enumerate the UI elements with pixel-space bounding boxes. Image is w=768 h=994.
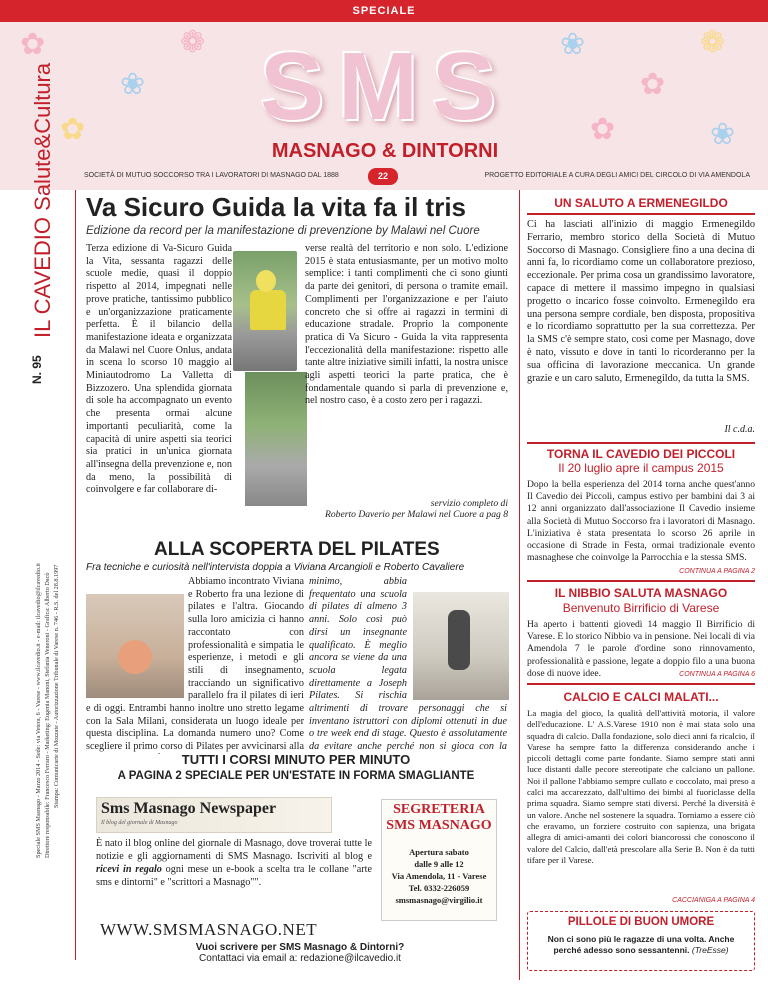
article-column: verse realtà del territorio e non solo. L'edizione 2015 è stata entusiasmante, per un motivo molto semplice: i tanti complimenti che ci sono giunti da parte dei genitori, di persona o tramite email. Complimenti per l'organizzazione e per l'aiuto concreto che si offre ai ragazzi in termini di educazione stradale. Proprio la componente pratica di Va Sicuro - Guida la vita rappresenta l'eccezionalità della manifestazione: rispetto alle tante altre iniziative simili infatti, la nostra unisce agli aspetti teorici la parte pratica, che è fondamentale quando si parla di prevenzione e, nel nostro caso, è a costo zero per i ragazzi. — [305, 243, 508, 407]
segreteria-phone: Tel. 0332-226059 — [408, 883, 470, 893]
float-spacer — [407, 576, 507, 700]
flower-icon: ❀ — [710, 118, 736, 151]
section-rule — [527, 580, 755, 582]
article-column: Terza edizione di Va-Sicuro Guida la Vita, sessanta ragazzi delle scuole medie, quasi il doppio rispetto al 2014, impegnati nelle prove pratiche, tantissimo pubblico e un'organizzazione praticamente perfetta. È il bilancio della manifestazione ideata e organizzata da Malawi nel Cuore Onlus, andata in scena lo scorso 10 maggio al Miniautodromo La Valletta di Bizzozero. Una splendida giornata di sole ha accompagnato un evento che presenta ormai alcune importanti peculiarità, come la capacità di unire aspetti sia teorici sia pratici in un'unica giornata all'insegna della prevenzione e, non da meno, la possibilità di coinvolgere e far collaborare di- — [86, 243, 232, 496]
section-subtitle: Benvenuto Birrificio di Varese — [562, 601, 720, 615]
flower-icon: ❁ — [180, 26, 206, 59]
rider-helmet — [256, 270, 276, 292]
scooter-shape — [250, 290, 286, 330]
signature-line: servizio completo di — [430, 498, 508, 509]
section-title: TORNA IL CAVEDIO DEI PICCOLI — [546, 447, 736, 461]
article-column — [309, 576, 507, 752]
section-body: Dopo la bella esperienza del 2014 torna anche quest'anno Il Cavedio dei Piccoli, campus estivo per bambini dai 3 ai 12 anni organizzato dall'associazione Il Cavedio insieme alla Società di Mutuo Soccorso fra i lavoratori di Masnago. L'iniziativa è stata presentata lo scorso 26 aprile in occasione di Strade in Festa, ormai tradizionale evento masnaghese che coinvolge la Parrocchia e la stessa SMS. — [527, 479, 755, 564]
segreteria-title: SMS MASNAGO — [386, 818, 492, 833]
segreteria-hours: Apertura sabato — [409, 847, 469, 857]
section-subtitle: Il 20 luglio apre il campus 2015 — [558, 461, 724, 475]
section-title: PILLOLE DI BUON UMORE — [567, 916, 715, 928]
section-title: CALCIO E CALCI MALATI... — [563, 690, 719, 704]
newspaper-text-2: ogni mese un e-book a scelta tra le collane "arte sms e dintorni" e "scrittori a Masnago"". — [96, 864, 372, 888]
segreteria-title: SEGRETERIA — [393, 802, 485, 817]
section-bar — [0, 0, 768, 22]
section-body: La magia del gioco, la qualità dell'attività motoria, il valore dell'educazione. L' A.S.Varese 1910 non è mai stata solo una squadra di calcio. Dalla fondazione, solo dieci anni fa ricalcio, il Varese ha sempre fatto la differenza considerando anche i piccoli dettagli come parte fondante. Siamo sempre stati anni luce distanti dalle pecore stereotipate che calciano un pallone. Noi il pallone l'abbiamo sempre cullato e coccolato, mai preso a calci ma accarezzato, dall'ultimo dei bimbi al fuoriclasse della prima squadra. Siamo sempre stati diversi. Perché la diversità è un valore. Anche nel sostenere la squadra. Torniamo a essere ciò che eravamo, un forziere costruito con sapienza, una brigata allegra di amici-amanti dei colori biancorossi che conoscono il valore del Calcio, dall'età prescolare alla Serie B. Non è da tutti tifare per il Varese. — [527, 708, 755, 865]
contact-line: Vuoi scrivere per SMS Masnago & Dintorni? — [195, 942, 405, 953]
courses-banner: TUTTI I CORSI MINUTO PER MINUTO — [181, 752, 411, 767]
newspaper-text — [96, 837, 372, 889]
article-subtitle: Edizione da record per la manifestazione di prevenzione by Malawi nel Cuore — [86, 225, 480, 237]
contact-info — [170, 942, 430, 964]
article-title: ALLA SCOPERTA DEL PILATES — [154, 539, 440, 560]
credits-line: Speciale SMS Masnago - Marzo 2014 - Sede: via Vetera, 6 - Varese - www.ilcavedio.it - e-mail: ilcavedio@ilcavedio.it — [35, 563, 42, 858]
interview-quote: minimo, abbia frequentato una scuola di pilates di almeno 3 anni. Solo così può dirsi un insegnante qualificato. È meglio ancora se viene da una scuola legata direttamente a Joseph Pilates. Si rischia altrimenti di trovare personaggi che si inventano istruttori con diplomi ottenuti in due o tre week end di stage. Questo è assolutamente da evitare anche perché non si gioca con la — [309, 576, 507, 752]
header-strip — [84, 172, 768, 184]
article-signature — [305, 498, 508, 520]
page-number: 22 — [368, 168, 398, 185]
flower-icon: ✿ — [640, 68, 666, 101]
humor-box — [527, 911, 755, 971]
courses-banner-sub: A PAGINA 2 SPECIALE PER UN'ESTATE IN FORMA SMAGLIANTE — [117, 770, 475, 782]
society-line: SOCIETÀ DI MUTUO SOCCORSO TRA I LAVORATORI DI MASNAGO DAL 1888 — [84, 172, 339, 179]
continue-link[interactable]: CONTINUA A PAGINA 6 — [679, 671, 755, 678]
section-rule — [527, 213, 755, 215]
location-title: MASNAGO & DINTORNI — [271, 140, 499, 162]
column-divider — [519, 190, 520, 980]
segreteria-box — [381, 799, 497, 921]
newspaper-bold: ricevi in regalo — [96, 864, 162, 875]
float-spacer — [86, 576, 188, 700]
newspaper-subtitle: Il blog del giornale di Masnago — [101, 820, 178, 826]
sms-logo: SMS — [259, 33, 511, 140]
humor-author: (TreEsse) — [691, 945, 729, 955]
flower-icon: ✿ — [60, 113, 86, 146]
flower-icon: ❁ — [700, 26, 726, 59]
interview-text: Abbiamo incontrato Viviana e Roberto fra una lezione di pilates e l'altra. Giocando sulla loro amicizia ci hanno raccontato con professionalità e simpatia le esperienze, i metodi e gli stili di insegnamento, tracciando un significativo parallelo fra il pilates di ieri e di oggi. Entrambi hanno inoltre uno stretto legame con la Sala Milani, considerata un luogo ideale per questa disciplina. La domanda numero uno? Come scegliere il primo corso di Pilates per avvicinarsi alla — [86, 576, 304, 753]
credits-line: Direttore responsabile: Francesco Ferraro - Marketing: Eugenia Manoni, Stefania Veneroni - Grafica: Alberto Dacò — [44, 572, 51, 858]
flower-icon: ❀ — [560, 28, 586, 61]
publication-name: IL CAVEDIO Salute&Cultura — [30, 62, 55, 338]
newspaper-title: Sms Masnago Newspaper — [101, 800, 277, 817]
continue-link[interactable]: CONTINUA A PAGINA 2 — [679, 568, 755, 575]
section-rule — [527, 683, 755, 685]
section-label: SPECIALE — [352, 5, 416, 17]
flower-icon: ❀ — [120, 68, 146, 101]
signature-line: Roberto Daverio per Malawi nel Cuore a pag 8 — [325, 509, 508, 520]
track-photo — [245, 372, 307, 506]
contact-email[interactable]: Contattaci via email a: redazione@ilcavedio.it — [199, 953, 401, 964]
section-body: Ci ha lasciati all'inizio di maggio Ermenegildo Ferrario, membro storico della Società di Mutuo Soccorso di Masnago. Consigliere fino a una decina di anni fa, lo ricordiamo come un collaboratore prezioso, eccezionale. Per prima cosa un grandissimo lavoratore, capace di mettere il massimo impegno in qualsiasi progetto o incarico fosse coinvolto. Ermenegildo era una persona sempre cordiale, ben disposta, propositiva e lo ricordiamo soprattutto per la sua correttezza. Per la SMS c'è sempre stato, così come per Masnago, dove è nato, vissuto e dove in tanti lo ricorderanno per la sua officina di lavorazione meccanica. Un grande grazie e un caro saluto, Ermenegildo, da tutta la SMS. — [527, 219, 755, 384]
issue-number: N. 95 — [30, 355, 44, 384]
section-title: IL NIBBIO SALUTA MASNAGO — [554, 586, 728, 600]
sidebar-divider — [75, 190, 76, 960]
article-subtitle: Fra tecniche e curiosità nell'intervista doppia a Viviana Arcangioli e Roberto Cavaliere — [86, 562, 465, 573]
project-line: PROGETTO EDITORIALE A CURA DEGLI AMICI DEL CIRCOLO DI VIA AMENDOLA — [484, 172, 750, 179]
blog-link[interactable]: WWW.SMSMASNAGO.NET — [100, 920, 318, 939]
humor-text — [528, 934, 754, 956]
segreteria-address: Via Amendola, 11 - Varese — [391, 871, 487, 881]
article-title: Va Sicuro Guida la vita fa il tris — [86, 192, 467, 222]
newspaper-text-1: È nato il blog online del giornale di Masnago, dove troverai tutte le notizie e gli aggiornamenti di SMS Masnago. Iscriviti al blog e — [96, 838, 372, 862]
continue-link[interactable]: CACCIANIGA A PAGINA 4 — [672, 897, 755, 904]
section-body: Ha aperto i battenti giovedì 14 maggio Il Birrificio di Varese. E lo storico Nibbio va in pensione. Nei locali di via Amendola 7 le parole d'ordine sono rinnovamento, professionalità e passione, legate a doppio filo a una buona dose di nuove idee. — [527, 619, 755, 679]
section-rule — [527, 442, 755, 444]
newspaper-banner — [96, 797, 332, 833]
humor-joke: Non ci sono più le ragazze di una volta. Anche perché adesso sono sessantenni. — [547, 934, 735, 955]
segreteria-hours: dalle 9 alle 12 — [414, 859, 464, 869]
section-title: UN SALUTO A ERMENEGILDO — [554, 196, 728, 210]
article-column — [86, 576, 304, 754]
credits-line: Stampa: Comunicarte di Mozzate - Autorizzazione Tribunale di Varese n. 746 - R.S. del 28.8.1997 — [53, 564, 60, 808]
flower-icon: ✿ — [20, 28, 46, 61]
flower-icon: ✿ — [590, 113, 616, 146]
segreteria-email[interactable]: smsmasnago@virgilio.it — [395, 895, 483, 905]
section-signature: Il c.d.a. — [724, 424, 755, 435]
